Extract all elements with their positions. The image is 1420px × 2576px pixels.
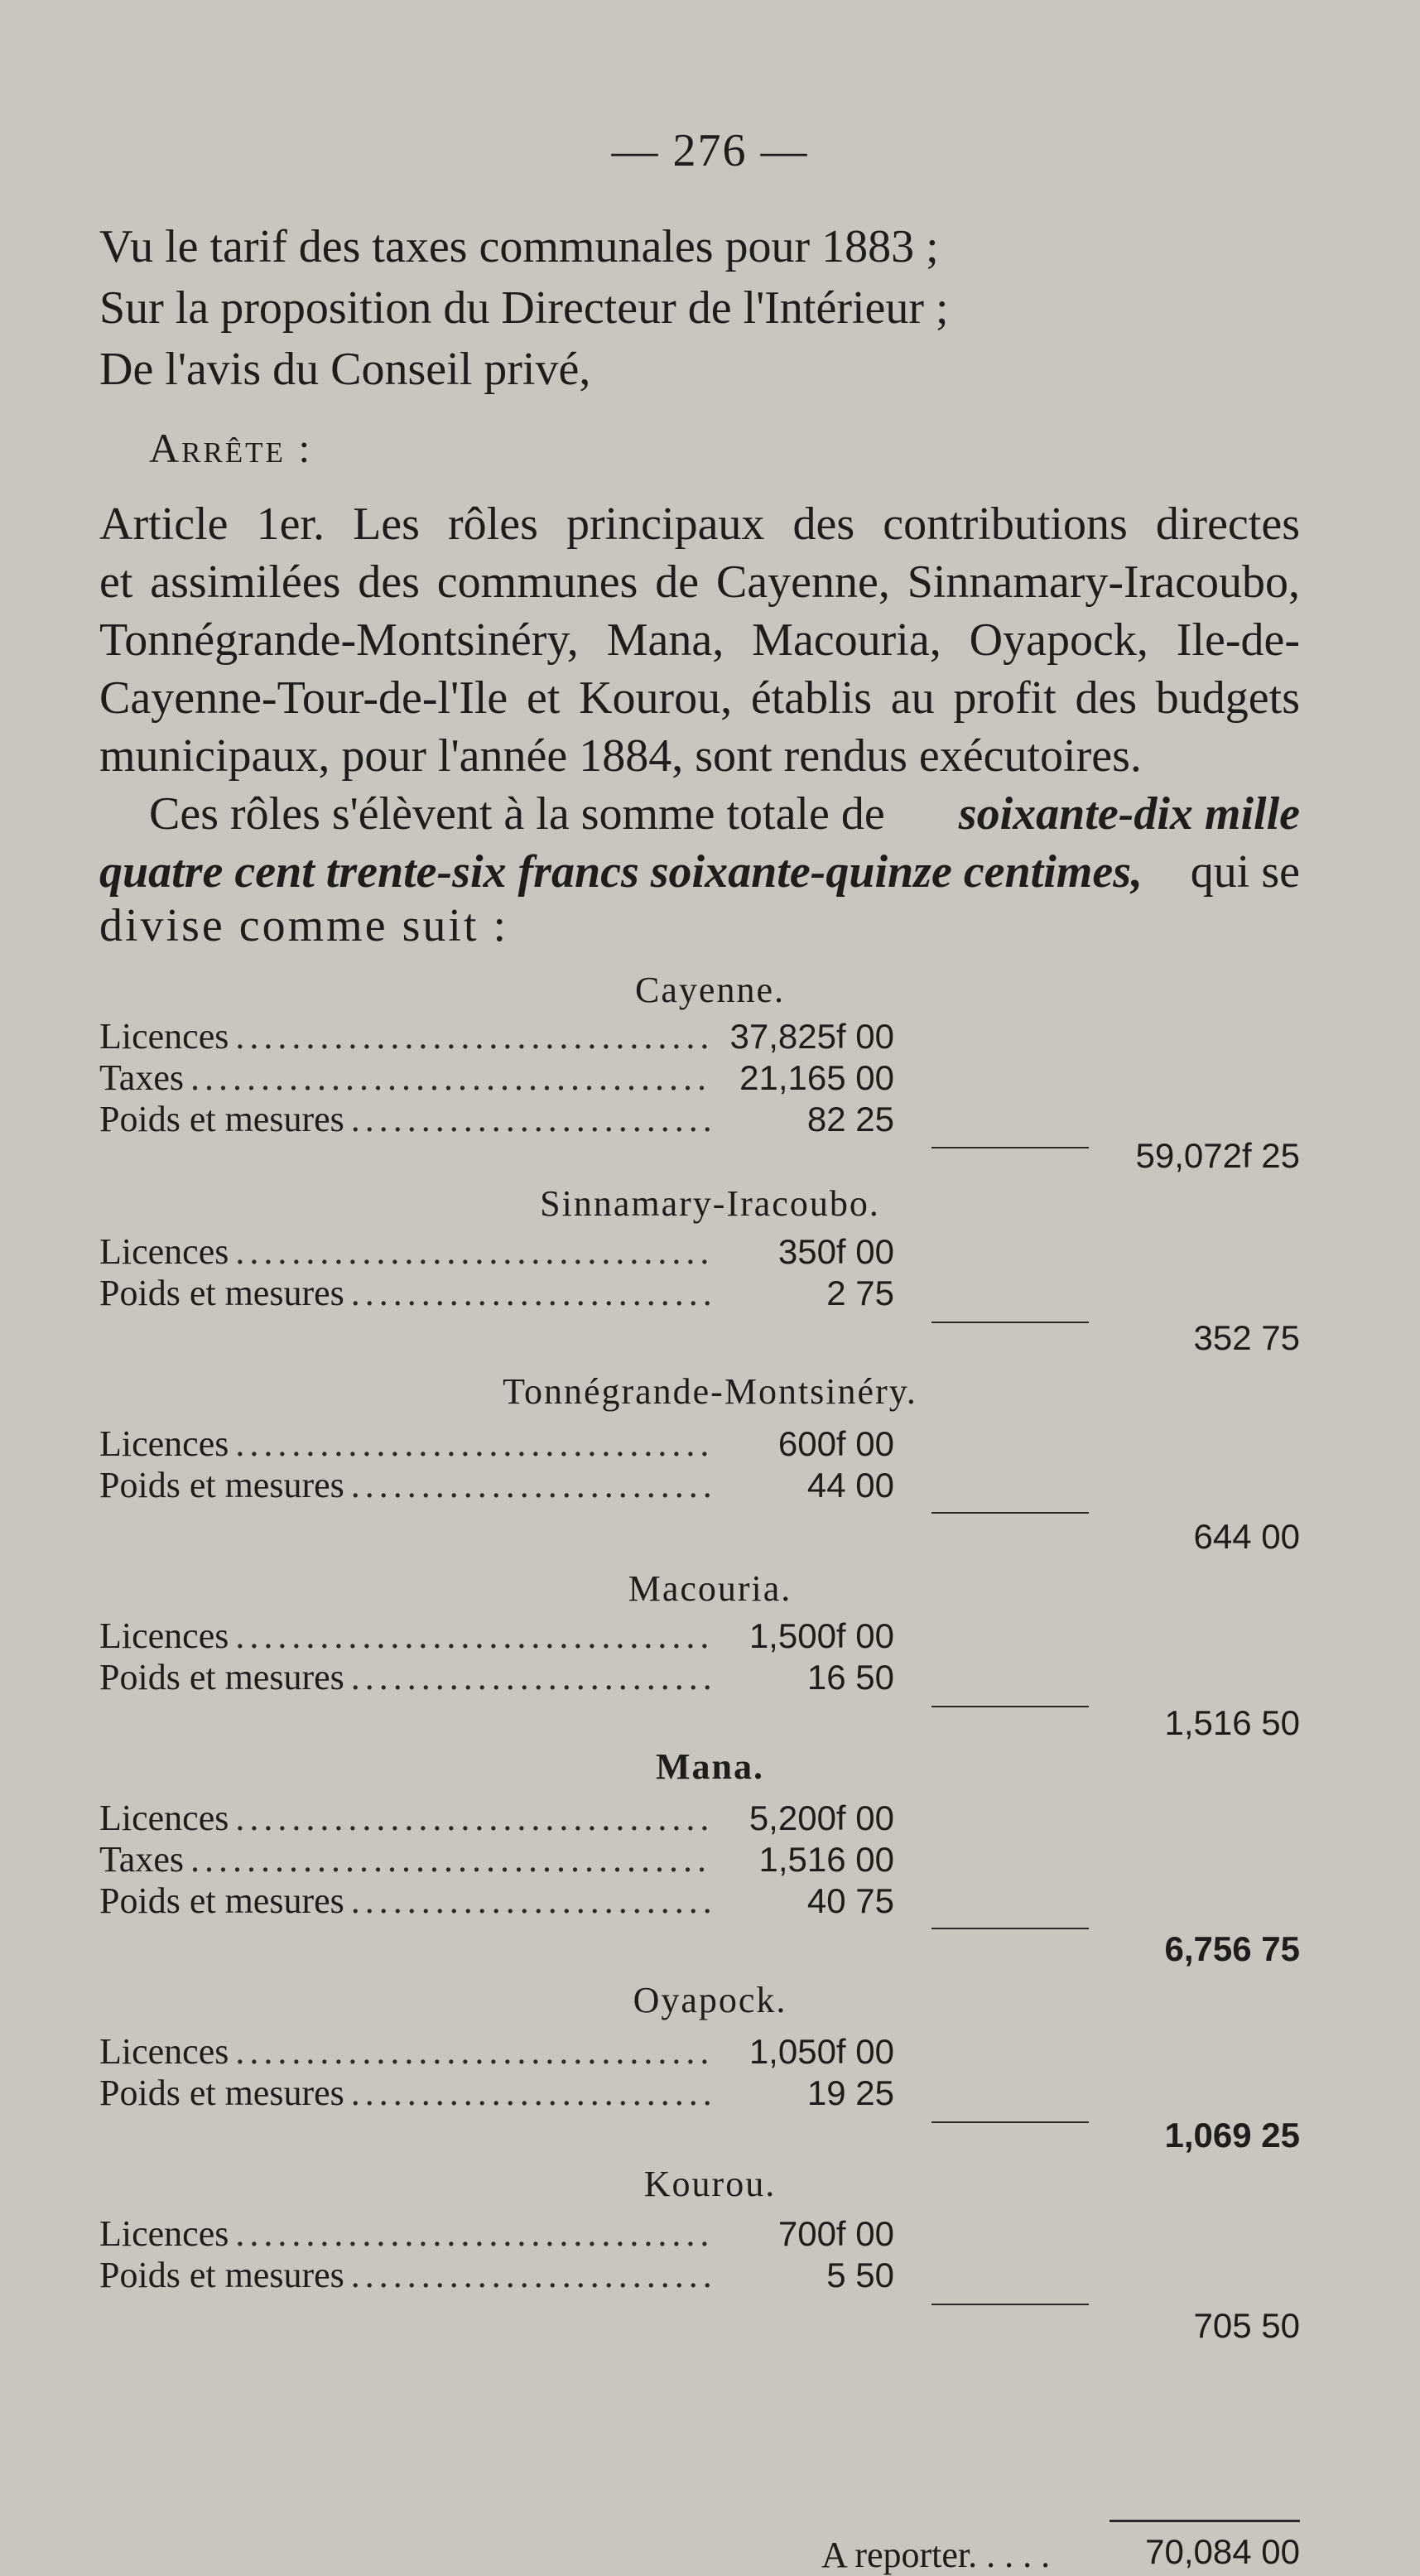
row-amount: 5 50 <box>826 2256 894 2294</box>
row-amount: 600f 00 <box>777 1424 894 1463</box>
carry-forward-value: 70,084 00 <box>1145 2532 1300 2571</box>
dot-leader <box>351 1464 714 1506</box>
carry-forward-label: A reporter. . . . . <box>821 2535 1051 2575</box>
row-amount: 5,200f 00 <box>749 1798 894 1837</box>
row-label: Poids et mesures <box>99 1465 344 1505</box>
article-line-3: Tonnégrande-Montsinéry, Mana, Macouria, Oyapock, Ile-de- <box>99 614 1300 666</box>
sum-line-2-end: qui se <box>1190 846 1300 898</box>
section-title: Tonnégrande-Montsinéry. <box>503 1371 917 1412</box>
subtotal-rule <box>931 1512 1089 1514</box>
subtotal-rule <box>931 1147 1089 1148</box>
article-line-4: Cayenne-Tour-de-l'Ile et Kourou, établis au profit des budgets <box>99 672 1300 724</box>
row-label: Poids et mesures <box>99 2073 344 2113</box>
subtotal-rule <box>931 1928 1089 1929</box>
table-row <box>99 1880 894 1921</box>
section-title: Mana. <box>656 1746 764 1787</box>
row-label: Licences <box>99 2213 229 2254</box>
row-amount: 37,825f 00 <box>729 1017 894 1056</box>
section-title: Cayenne. <box>635 970 785 1010</box>
page-number: — 276 — <box>611 125 809 176</box>
table-row <box>99 1838 894 1880</box>
section-title: Kourou. <box>643 2164 777 2204</box>
table-row <box>99 1057 894 1098</box>
sum-line-2-italic: quatre cent trente-six francs soixante-quinze centimes, <box>99 846 1143 898</box>
row-label: Taxes <box>99 1839 184 1880</box>
row-amount: 44 00 <box>806 1466 894 1505</box>
table-row <box>99 1615 894 1656</box>
section-subtotal: 705 50 <box>1193 2306 1300 2345</box>
row-amount: 2 75 <box>826 1274 894 1312</box>
dot-leader <box>235 2030 714 2073</box>
dot-leader <box>351 2254 714 2296</box>
section-subtotal: 1,516 50 <box>1164 1703 1300 1742</box>
row-amount: 1,516 00 <box>758 1840 894 1879</box>
row-label: Poids et mesures <box>99 1099 344 1139</box>
sum-line-3: divise comme suit : <box>99 900 509 951</box>
row-label: Licences <box>99 1798 229 1838</box>
table-row <box>99 1656 894 1697</box>
dot-leader <box>351 1656 714 1698</box>
row-label: Licences <box>99 2031 229 2072</box>
dot-leader <box>351 1098 714 1140</box>
sum-line-2 <box>99 842 1300 902</box>
intro-line-1: Vu le tarif des taxes communales pour 1883 ; <box>99 221 939 272</box>
row-amount: 1,500f 00 <box>749 1616 894 1655</box>
article-line-1: Article 1er. Les rôles principaux des contributions directes <box>99 498 1300 550</box>
row-label: Licences <box>99 1615 229 1656</box>
dot-leader <box>351 2072 714 2114</box>
table-row <box>99 2212 894 2254</box>
dot-leader <box>235 1230 714 1273</box>
row-amount: 1,050f 00 <box>749 2032 894 2071</box>
table-row <box>99 1423 894 1464</box>
article-line-5: municipaux, pour l'année 1884, sont rendus exécutoires. <box>99 730 1142 782</box>
dot-leader <box>190 1057 714 1099</box>
article-line-2: et assimilées des communes de Cayenne, Sinnamary-Iracoubo, <box>99 556 1300 608</box>
row-amount: 21,165 00 <box>739 1058 894 1097</box>
table-row <box>99 1464 894 1505</box>
row-label: Taxes <box>99 1057 184 1098</box>
row-label: Licences <box>99 1423 229 1464</box>
row-label: Poids et mesures <box>99 1657 344 1697</box>
row-label: Licences <box>99 1016 229 1057</box>
section-subtotal: 644 00 <box>1193 1517 1300 1556</box>
table-row <box>99 1797 894 1838</box>
row-amount: 16 50 <box>806 1658 894 1697</box>
section-subtotal: 6,756 75 <box>1164 1929 1300 1968</box>
subtotal-rule <box>931 1706 1089 1707</box>
subtotal-rule <box>931 1322 1089 1323</box>
sum-line-1-start: Ces rôles s'élèvent à la somme totale de <box>149 788 885 840</box>
section-subtotal: 1,069 25 <box>1164 2116 1300 2155</box>
row-amount: 19 25 <box>806 2073 894 2112</box>
dot-leader <box>235 1423 714 1465</box>
section-subtotal: 59,072f 25 <box>1135 1136 1300 1175</box>
row-amount: 700f 00 <box>777 2214 894 2253</box>
sum-line-1-italic: soixante-dix mille <box>958 788 1300 840</box>
row-label: Poids et mesures <box>99 1880 344 1921</box>
total-rule <box>1110 2520 1300 2522</box>
intro-line-2: Sur la proposition du Directeur de l'Intérieur ; <box>99 282 949 334</box>
row-amount: 40 75 <box>806 1881 894 1920</box>
section-title: Oyapock. <box>633 1980 787 2020</box>
row-amount: 350f 00 <box>777 1232 894 1271</box>
arrete-heading: Arrête : <box>149 425 313 471</box>
row-label: Poids et mesures <box>99 2255 344 2295</box>
section-title: Sinnamary-Iracoubo. <box>540 1183 880 1224</box>
dot-leader <box>235 1797 714 1839</box>
table-row <box>99 1098 894 1139</box>
section-title: Macouria. <box>628 1568 792 1609</box>
row-label: Poids et mesures <box>99 1273 344 1313</box>
section-subtotal: 352 75 <box>1193 1318 1300 1357</box>
subtotal-rule <box>931 2121 1089 2123</box>
sum-line-1 <box>149 784 1300 844</box>
subtotal-rule <box>931 2304 1089 2305</box>
table-row <box>99 1272 894 1313</box>
intro-line-3: De l'avis du Conseil privé, <box>99 344 591 395</box>
row-amount: 82 25 <box>806 1100 894 1139</box>
dot-leader <box>190 1838 714 1880</box>
row-label: Licences <box>99 1231 229 1272</box>
dot-leader <box>351 1880 714 1922</box>
table-row <box>99 2072 894 2113</box>
table-row <box>99 1015 894 1057</box>
table-row <box>99 1230 894 1272</box>
table-row <box>99 2030 894 2072</box>
dot-leader <box>235 1015 714 1057</box>
dot-leader <box>235 1615 714 1657</box>
table-row <box>99 2254 894 2295</box>
dot-leader <box>235 2212 714 2255</box>
dot-leader <box>351 1272 714 1314</box>
